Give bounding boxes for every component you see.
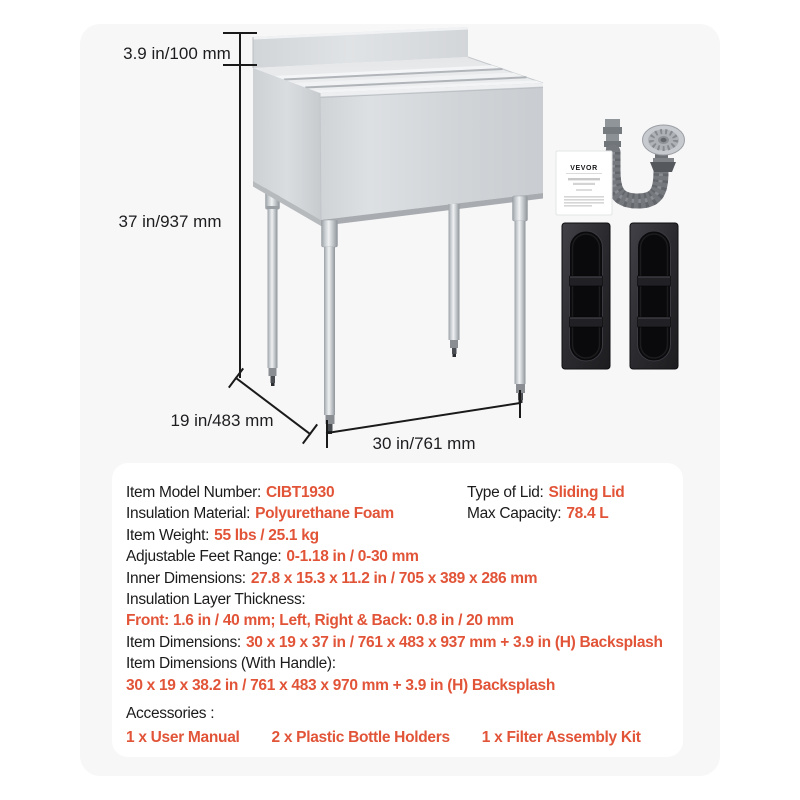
spec-label: Insulation Layer Thickness:: [126, 590, 306, 608]
spec-value: Polyurethane Foam: [255, 505, 394, 523]
drain-assembly-illustration: [603, 119, 685, 201]
spec-value: 0-1.18 in / 0-30 mm: [286, 548, 419, 566]
depth-label: 19 in/483 mm: [170, 411, 274, 430]
spec-row: [126, 589, 665, 610]
spec-value: 30 x 19 x 37 in / 761 x 483 x 937 mm + 3.9 in (H) Backsplash: [245, 633, 663, 651]
bin-left-face: [253, 68, 321, 220]
spec-row: [126, 525, 665, 546]
bottle-holder-illustration-1: [562, 223, 610, 369]
spec-row: [467, 482, 624, 503]
manual-brand-text: VEVOR: [570, 165, 598, 172]
ice-bin-illustration: [253, 27, 543, 434]
spec-row: [126, 546, 665, 567]
backsplash-height-label: 3.9 in/100 mm: [123, 44, 231, 63]
spec-row: [467, 503, 624, 524]
height-label: 37 in/937 mm: [118, 212, 222, 231]
spec-label: Item Dimensions (With Handle):: [126, 655, 336, 673]
spec-row: [126, 675, 665, 696]
spec-value: Sliding Lid: [548, 484, 625, 501]
bin-leg-front-right: [513, 196, 528, 403]
spec-row: [126, 610, 665, 631]
bin-leg-back-left: [266, 186, 280, 386]
bin-leg-back-right: [449, 204, 460, 357]
accessories-list: [126, 729, 665, 747]
spec-label: Adjustable Feet Range:: [126, 548, 282, 566]
accessory-item: 1 x User Manual: [126, 728, 240, 746]
spec-value: Front: 1.6 in / 40 mm; Left, Right & Back: 0.8 in / 20 mm: [126, 612, 514, 630]
width-label: 30 in/761 mm: [372, 434, 476, 453]
spec-label: Insulation Material:: [126, 505, 251, 523]
spec-value: 27.8 x 15.3 x 11.2 in / 705 x 389 x 286 mm: [250, 569, 538, 587]
accessory-item: 2 x Plastic Bottle Holders: [271, 728, 450, 746]
accessory-item: 1 x Filter Assembly Kit: [481, 728, 641, 746]
spec-label: Item Dimensions:: [126, 633, 241, 651]
spec-row: [126, 568, 665, 589]
spec-rows: [126, 482, 665, 696]
spec-label: Max Capacity:: [467, 505, 562, 523]
spec-value: 30 x 19 x 38.2 in / 761 x 483 x 970 mm + 3.9 in (H) Backsplash: [126, 676, 556, 694]
spec-label: Item Weight:: [126, 526, 210, 544]
user-manual-illustration: [556, 151, 612, 215]
accessories-heading: Accessories :: [126, 704, 215, 722]
spec-value: 55 lbs / 25.1 kg: [214, 526, 319, 544]
bin-leg-front-left: [322, 220, 338, 434]
spec-card: [112, 463, 683, 757]
spec-value: 78.4 L: [566, 505, 609, 523]
bottle-holder-illustration-2: [630, 223, 678, 369]
spec-row: [126, 632, 665, 653]
spec-label: Item Model Number:: [126, 484, 262, 501]
spec-value: CIBT1930: [266, 484, 335, 501]
spec-row: [126, 653, 665, 674]
spec-right-column: [467, 482, 624, 525]
spec-label: Type of Lid:: [467, 484, 544, 501]
spec-label: Inner Dimensions:: [126, 569, 246, 587]
